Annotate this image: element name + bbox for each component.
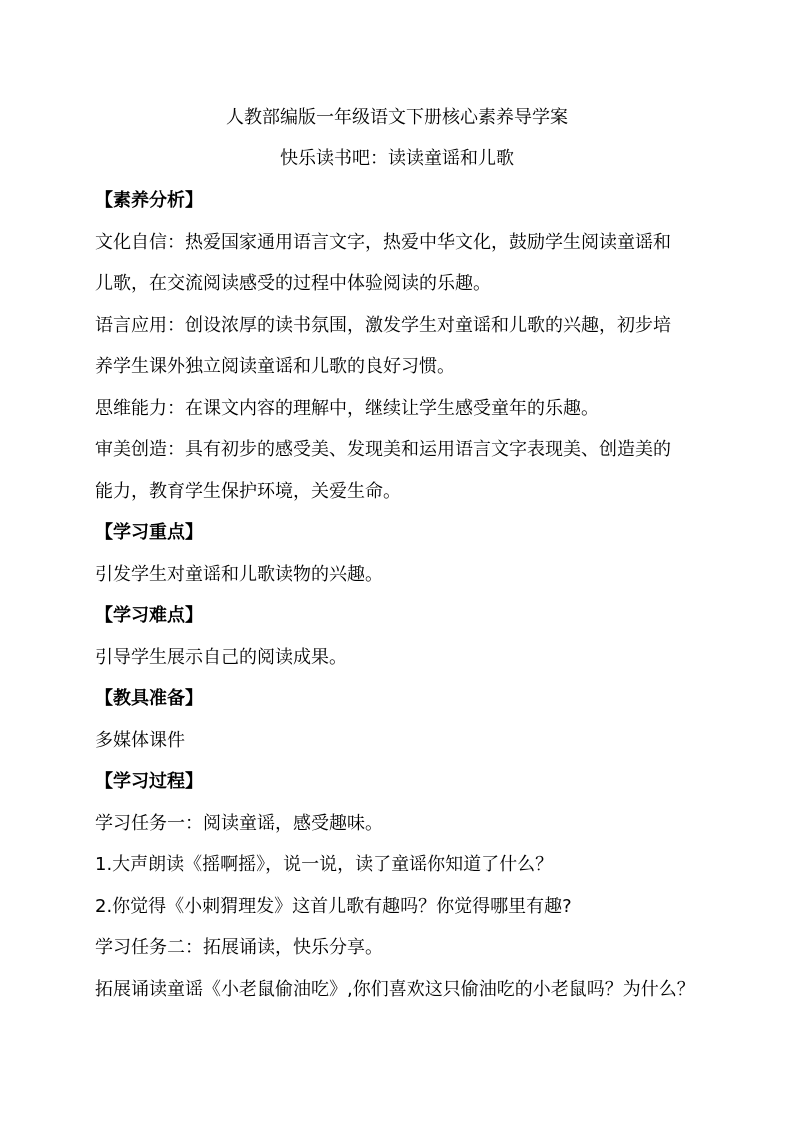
paragraph-line: 学习任务二：拓展诵读，快乐分享。 bbox=[95, 937, 383, 958]
section-heading-key-points: 【学习重点】 bbox=[95, 522, 203, 543]
paragraph-line: 养学生课外独立阅读童谣和儿歌的良好习惯。 bbox=[95, 356, 455, 377]
document-subtitle: 快乐读书吧：读读童谣和儿歌 bbox=[280, 148, 514, 169]
paragraph-line: 文化自信：热爱国家通用语言文字，热爱中华文化，鼓励学生阅读童谣和 bbox=[95, 232, 671, 253]
paragraph-line: 2.你觉得《小刺猬理发》这首儿歌有趣吗？你觉得哪里有趣? bbox=[95, 896, 572, 917]
paragraph-line: 引发学生对童谣和儿歌读物的兴趣。 bbox=[95, 564, 383, 585]
paragraph-line: 语言应用：创设浓厚的读书氛围，激发学生对童谣和儿歌的兴趣，初步培 bbox=[95, 315, 671, 336]
section-heading-process: 【学习过程】 bbox=[95, 771, 203, 792]
paragraph-line: 思维能力：在课文内容的理解中，继续让学生感受童年的乐趣。 bbox=[95, 398, 599, 419]
paragraph-line: 学习任务一：阅读童谣，感受趣味。 bbox=[95, 813, 383, 834]
section-heading-literacy: 【素养分析】 bbox=[95, 190, 203, 211]
paragraph-line: 审美创造：具有初步的感受美、发现美和运用语言文字表现美、创造美的 bbox=[95, 439, 671, 460]
section-heading-materials: 【教具准备】 bbox=[95, 688, 203, 709]
document-title: 人教部编版一年级语文下册核心素养导学案 bbox=[226, 107, 568, 128]
paragraph-line: 能力，教育学生保护环境，关爱生命。 bbox=[95, 481, 401, 502]
paragraph-line: 引导学生展示自己的阅读成果。 bbox=[95, 647, 347, 668]
paragraph-line: 儿歌，在交流阅读感受的过程中体验阅读的乐趣。 bbox=[95, 273, 491, 294]
section-heading-difficulties: 【学习难点】 bbox=[95, 605, 203, 626]
paragraph-line: 多媒体课件 bbox=[95, 730, 185, 751]
paragraph-line: 拓展诵读童谣《小老鼠偷油吃》,你们喜欢这只偷油吃的小老鼠吗？为什么？ bbox=[95, 979, 695, 1000]
paragraph-line: 1.大声朗读《摇啊摇》，说一说，读了童谣你知道了什么？ bbox=[95, 854, 554, 875]
